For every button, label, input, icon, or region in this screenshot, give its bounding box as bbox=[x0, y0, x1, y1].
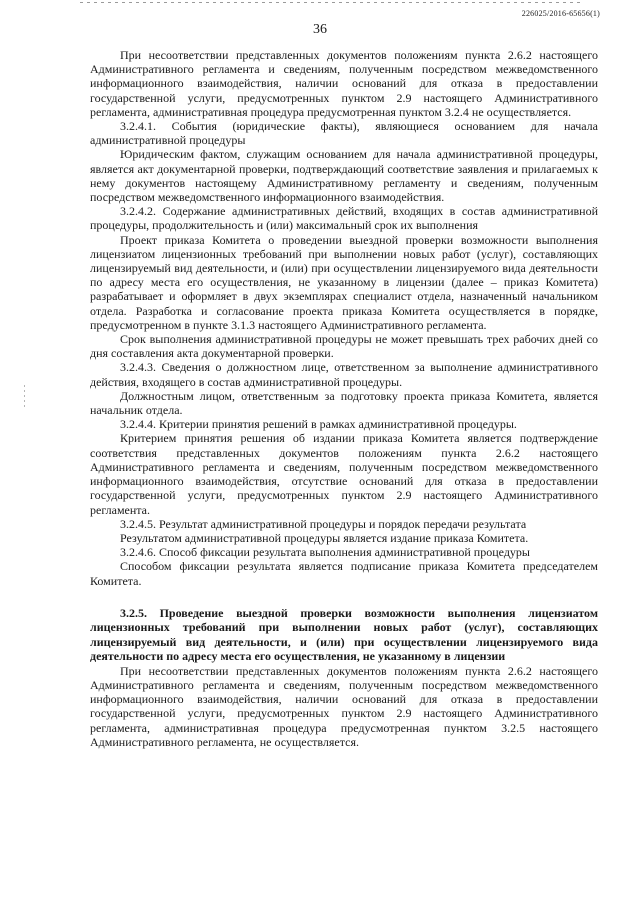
scan-top-edge bbox=[80, 2, 580, 3]
document-id: 226025/2016-65656(1) bbox=[521, 9, 600, 18]
paragraph: Срок выполнения административной процедуры не может превышать трех рабочих дней со дня составления акта документарной проверки. bbox=[90, 332, 598, 361]
paragraph: 3.2.4.1. События (юридические факты), являющиеся основанием для начала административной процедуры bbox=[90, 119, 598, 148]
paragraph: Способом фиксации результата является подписание приказа Комитета председателем Комитета. bbox=[90, 559, 598, 588]
paragraph: Должностным лицом, ответственным за подготовку проекта приказа Комитета, является начальник отдела. bbox=[90, 388, 598, 418]
page-number: 36 bbox=[313, 22, 327, 37]
paragraph: 3.2.4.4. Критерии принятия решений в рамках административной процедуры. bbox=[120, 417, 517, 432]
paragraph: 3.2.4.6. Способ фиксации результата выполнения административной процедуры bbox=[120, 545, 530, 560]
paragraph: 3.2.4.3. Сведения о должностном лице, ответственном за выполнение административного действия, входящего в состав административной процедуры. bbox=[90, 360, 598, 389]
paragraph: Юридическим фактом, служащим основанием для начала административной процедуры, является акт документарной проверки, подтверждающий соответствие заявления и прилагаемых к нему документов настоящему Административному регламенту и сведениям, полученным посредством межведомственного информационного взаимодействия. bbox=[90, 147, 598, 205]
paragraph: 3.2.4.2. Содержание административных действий, входящих в состав административной процедуры, продолжительность и (или) максимальный срок их выполнения bbox=[90, 204, 598, 233]
paragraph: При несоответствии представленных документов положениям пункта 2.6.2 настоящего Административного регламента и сведениям, полученным посредством межведомственного информационного взаимодействия, наличии оснований для отказа в предоставлении государственной услуги, предусмотренных пунктом 2.9 настоящего Административного регламента, административная процедура предусмотренная пунктом 3.2.4 не осуществляется. bbox=[90, 48, 598, 119]
scan-margin-marks bbox=[24, 385, 25, 407]
paragraph: 3.2.4.5. Результат административной процедуры и порядок передачи результата bbox=[120, 516, 527, 531]
document-body bbox=[90, 48, 598, 749]
paragraph: Критерием принятия решения об издании приказа Комитета является подтверждение соответствия представленных документов положениям пункта 2.6.2 настоящего Административного регламента и сведениям, полученным посредством межведомственного информационного взаимодействия, отсутствие оснований для отказа в предоставлении государственной услуги, предусмотренных пунктом 2.9 настоящего Административного регламента. bbox=[90, 431, 598, 517]
paragraph: Проект приказа Комитета о проведении выездной проверки возможности выполнения лицензиатом лицензионных требований при выполнении новых работ (услуг), составляющих лицензируемый вид деятельности, и (или) при осуществлении лицензируемого вида деятельности по адресу места его осуществления, не указанному в лицензии (далее – приказ Комитета) разрабатывает и оформляет в двух экземплярах специалист отдела, назначенный начальником отдела. Разработка и согласование проекта приказа Комитета осуществляется в порядке, предусмотренном в пункте 3.1.3 настоящего Административного регламента. bbox=[90, 232, 598, 332]
paragraph: При несоответствии представленных документов положениям пункта 2.6.2 настоящего Административного регламента и сведениям, полученным посредством межведомственного информационного взаимодействия, наличии оснований для отказа в предоставлении государственной услуги, предусмотренных пунктом 2.9 настоящего Административного регламента, административная процедура предусмотренная пунктом 3.2.5 настоящего Административного регламента, не осуществляется. bbox=[90, 663, 598, 749]
paragraph: Результатом административной процедуры является издание приказа Комитета. bbox=[120, 530, 529, 545]
section-heading: 3.2.5. Проведение выездной проверки возможности выполнения лицензиатом лицензионных требований при выполнении новых работ (услуг), составляющих лицензируемый вид деятельности, и (или) при осуществлении лицензируемого вида деятельности по адресу места его осуществления, не указанному в лицензии bbox=[90, 605, 598, 664]
